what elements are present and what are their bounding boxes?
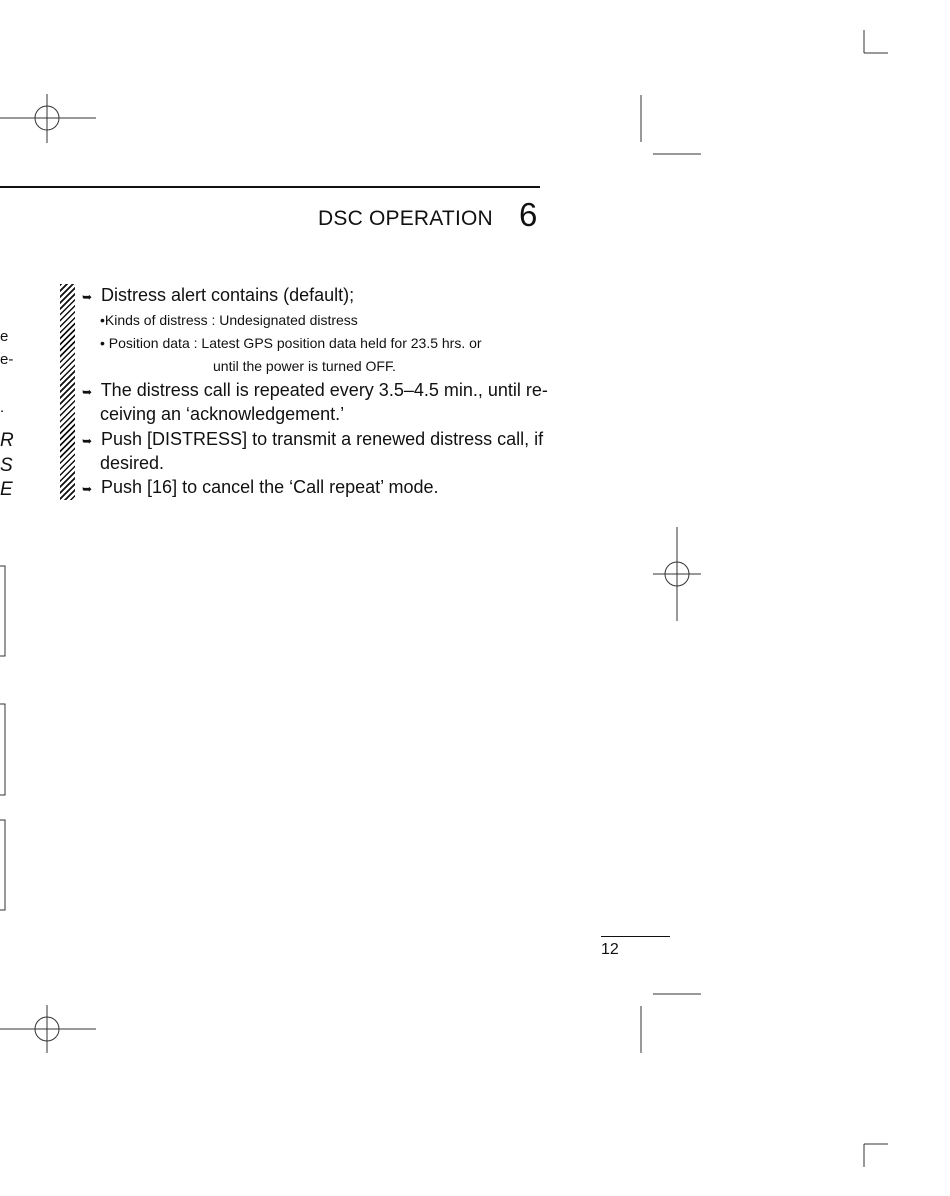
- arrow-icon: ➥: [82, 482, 93, 496]
- alert-intro-line: [82, 285, 354, 306]
- edge-fragment: e-: [0, 351, 14, 368]
- section-title: DSC OPERATION: [318, 207, 493, 230]
- repeat-continuation: ceiving an ‘acknowledgement.’: [100, 404, 345, 424]
- push-16-text: Push [16] to cancel the ‘Call repeat’ mode.: [101, 477, 439, 497]
- push-distress-text: Push [DISTRESS] to transmit a renewed distress call, if: [101, 429, 544, 449]
- edge-fragment: .: [0, 399, 5, 416]
- edge-fragment: e: [0, 328, 9, 345]
- push-distress-line: [82, 429, 543, 450]
- header-rule: [0, 186, 540, 188]
- kinds-of-distress-line: •Kinds of distress : Undesignated distress: [100, 312, 358, 328]
- repeat-line: [82, 380, 548, 401]
- page-number-rule: [601, 936, 670, 937]
- edge-fragment: S: [0, 455, 13, 476]
- hatched-margin-bar: [60, 284, 75, 500]
- edge-fragment: R: [0, 430, 14, 451]
- page-number: 12: [601, 941, 619, 958]
- arrow-icon: ➥: [82, 434, 93, 448]
- push-16-line: [82, 477, 439, 498]
- alert-intro-text: Distress alert contains (default);: [101, 285, 355, 305]
- repeat-text: The distress call is repeated every 3.5–4.5 min., until re-: [100, 380, 548, 400]
- position-data-line: • Position data : Latest GPS position data held for 23.5 hrs. or: [100, 335, 482, 351]
- position-data-continuation: until the power is turned OFF.: [213, 358, 396, 374]
- section-number: 6: [519, 196, 538, 233]
- push-distress-continuation: desired.: [100, 453, 165, 473]
- edge-fragment: E: [0, 479, 13, 500]
- arrow-icon: ➥: [82, 385, 93, 399]
- arrow-icon: ➥: [82, 290, 93, 304]
